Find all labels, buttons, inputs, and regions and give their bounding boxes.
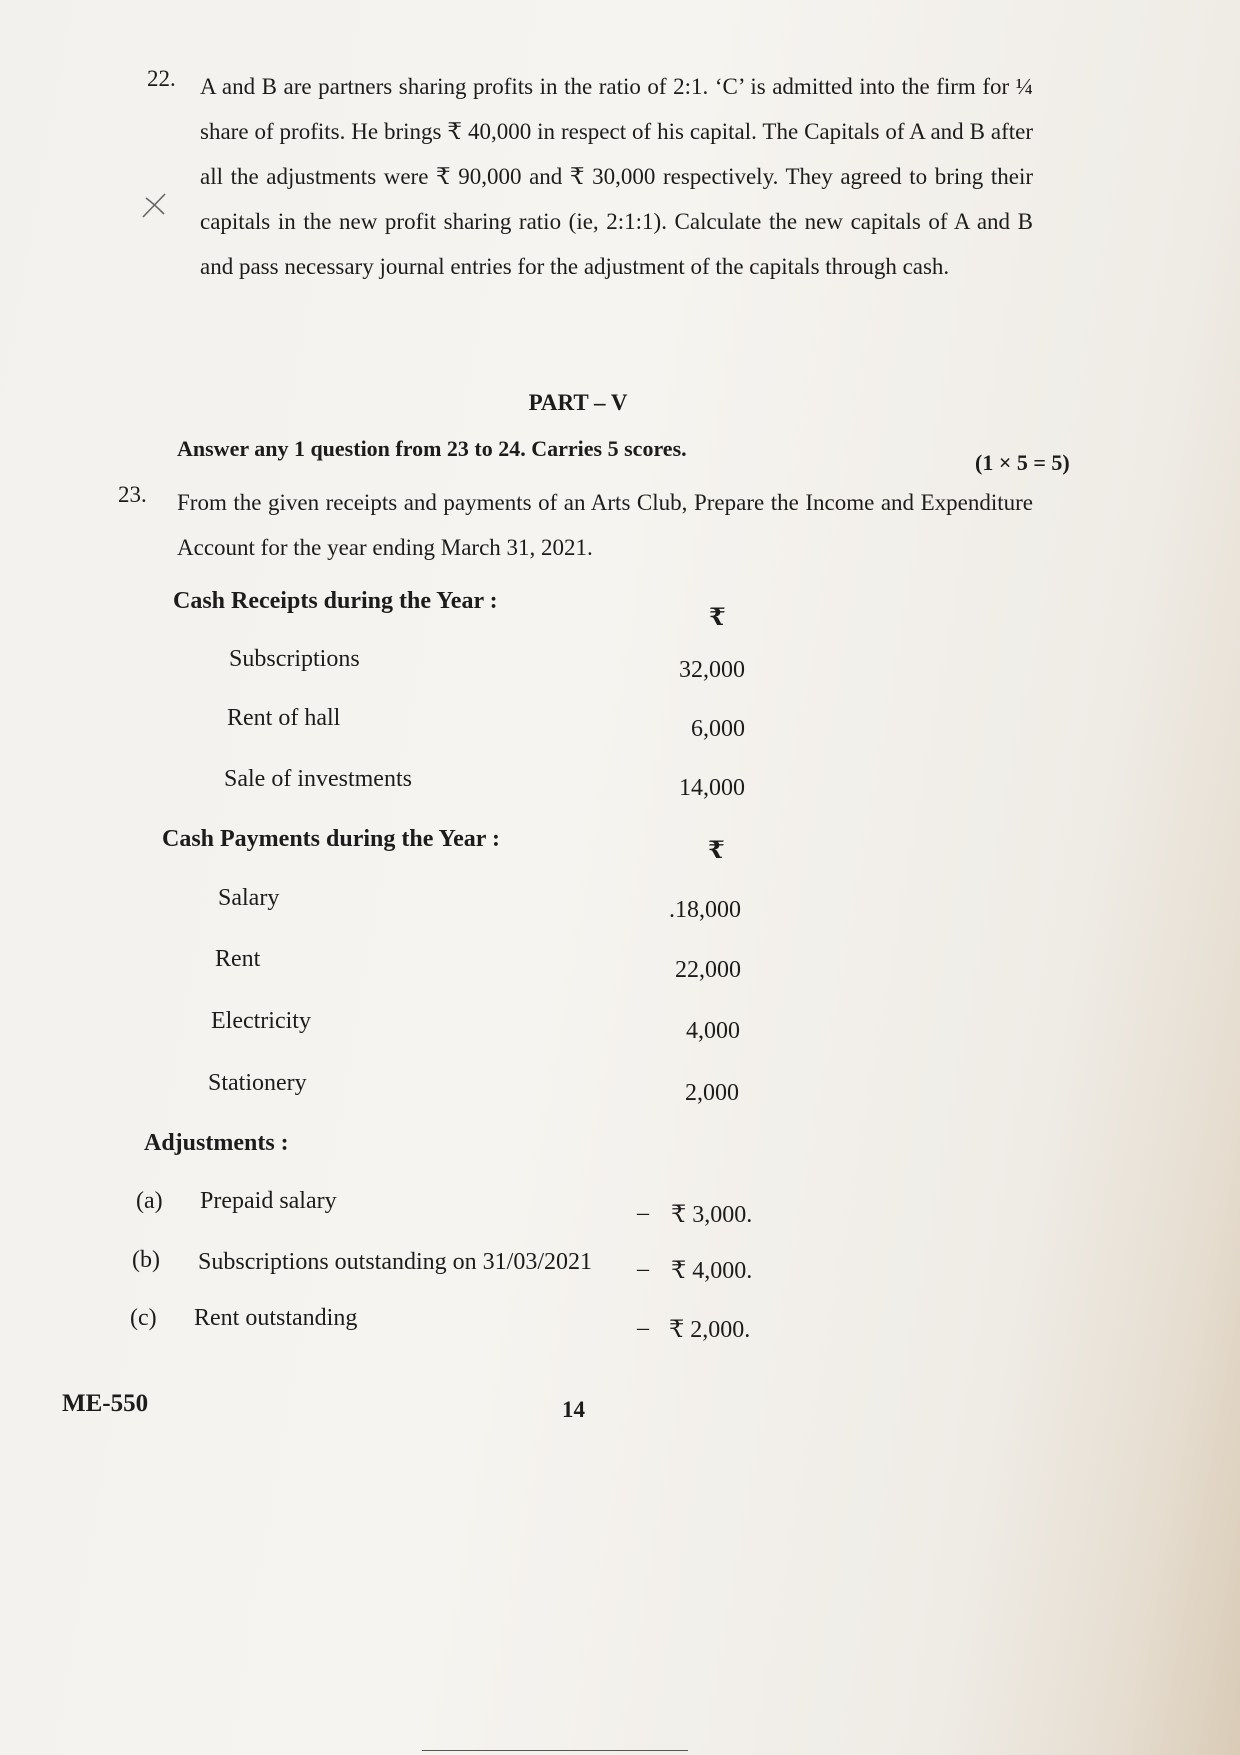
q23-text: From the given receipts and payments of an Arts Club, Prepare the Income and Expenditure Account for the year ending March 31, 2021. [177,490,1033,560]
payments-currency: ₹ [708,838,725,864]
payment-label: Salary [218,885,280,911]
exam-code: ME-550 [62,1390,149,1417]
receipts-currency: ₹ [709,605,726,631]
payment-amount: 2,000 [685,1080,739,1106]
receipt-label: Subscriptions [229,646,360,672]
receipt-label: Rent of hall [227,705,341,731]
adjustment-label: Subscriptions outstanding on 31/03/2021 [198,1249,593,1275]
q22-text: A and B are partners sharing profits in the ratio of 2:1. ‘C’ is admitted into the firm for ¼ share of profits. He brings ₹ 40,000 in respect of his capital. The Capitals of A and B after all the adjustments were ₹ 90,000 and ₹ 30,000 respectively. They agreed to bring their capitals in the new profit sharing ratio (ie, 2:1:1). Calculate the new capitals of A and B and pass necessary journal entries for the adjustment of the capitals through cash. [200,74,1033,279]
adjustment-key: (a) [136,1188,163,1214]
receipt-amount: 14,000 [679,775,745,801]
adjustment-dash: – [637,1315,649,1341]
adjustment-key: (c) [130,1305,157,1331]
adjustments-heading: Adjustments : [144,1130,289,1156]
adjustment-key: (b) [132,1247,160,1273]
receipt-label: Sale of investments [224,766,412,792]
q23-number: 23. [118,482,147,507]
part-marks: (1 × 5 = 5) [975,450,1070,475]
adjustment-value: ₹ 3,000. [671,1202,753,1228]
bottom-rule [422,1750,688,1751]
payment-label: Electricity [211,1008,311,1034]
payment-amount: .18,000 [669,897,741,923]
payment-amount: 22,000 [675,957,741,983]
adjustment-label: Prepaid salary [200,1188,337,1214]
payment-label: Stationery [208,1070,307,1096]
receipt-amount: 32,000 [679,657,745,683]
part-instruction: Answer any 1 question from 23 to 24. Carries 5 scores. [177,436,687,461]
payment-amount: 4,000 [686,1018,740,1044]
adjustment-dash: – [637,1256,649,1282]
receipt-amount: 6,000 [691,716,745,742]
payments-heading: Cash Payments during the Year : [162,826,501,852]
page-number: 14 [562,1397,585,1422]
cross-mark-icon [140,190,170,220]
adjustment-label: Rent outstanding [194,1305,358,1331]
payment-label: Rent [215,946,261,972]
adjustment-dash: – [637,1200,649,1226]
receipts-heading: Cash Receipts during the Year : [173,588,498,614]
adjustment-value: ₹ 2,000. [669,1317,751,1343]
q22-number: 22. [147,66,176,91]
adjustment-value: ₹ 4,000. [671,1258,753,1284]
part-title: PART – V [528,390,628,415]
